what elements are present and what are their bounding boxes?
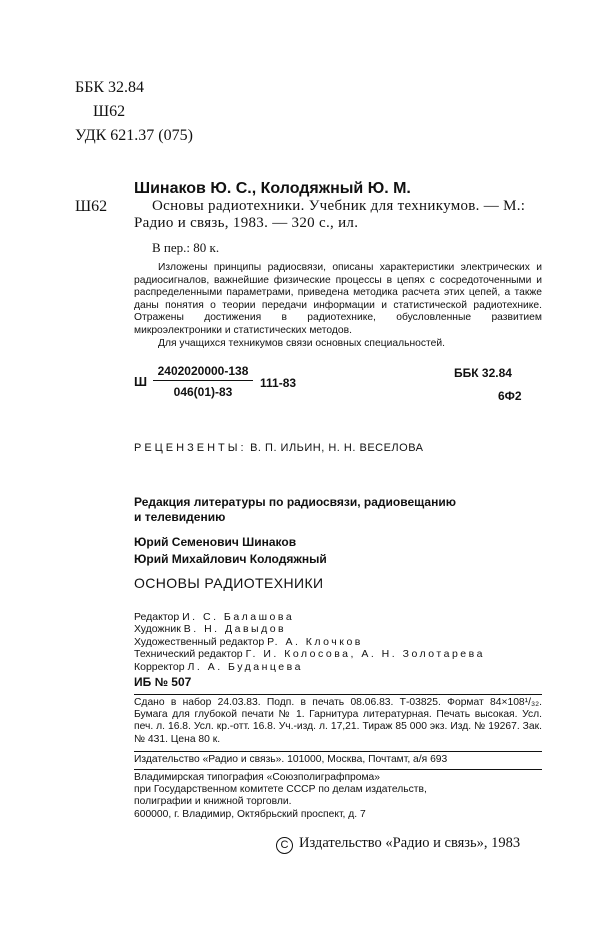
divider-bottom: [134, 769, 542, 770]
author-name-2: Юрий Михайлович Колодяжный: [134, 552, 327, 566]
entry-marker: Ш62: [75, 198, 108, 215]
credit-tech-editor: Технический редактор Г. И. Колосова, А. Н. Золотарева: [134, 648, 485, 661]
reviewers-names: В. П. ИЛЬИН, Н. Н. ВЕСЕЛОВА: [250, 442, 424, 454]
credit-editor: Редактор И. С. Балашова: [134, 611, 295, 623]
class-bbk: ББК 32.84: [454, 366, 512, 380]
class-fraction: [153, 364, 253, 399]
printer-line-3: полиграфии и книжной торговли.: [134, 796, 292, 808]
printer-line-2: при Государственном комитете СССР по делам издательств,: [134, 784, 427, 796]
copyright-text: Издательство «Радио и связь», 1983: [299, 835, 521, 851]
printer-line-4: 600000, г. Владимир, Октябрьский проспект, д. 7: [134, 808, 366, 820]
credits: [134, 611, 485, 673]
divider-top: [134, 694, 542, 695]
editorial-line-2: и телевидению: [134, 510, 226, 524]
library-codes: [75, 76, 193, 148]
reviewers: [134, 442, 424, 454]
editorial-dept: [134, 495, 456, 525]
annotation: [134, 262, 542, 350]
credit-proofreader: Корректор Л. А. Буданцева: [134, 660, 303, 673]
class-denominator: 046(01)-83: [173, 385, 233, 399]
bbk-code: ББК 32.84: [75, 79, 145, 96]
tech-info: Сдано в набор 24.03.83. Подп. в печать 08.06.83. Т-03825. Формат 84×108¹/₃₂. Бумага для глубокой печати № 1. Гарнитура литературная. Печать высокая. Усл. печ. л. 16.8. Усл. кр.-отт. 16.8. Уч.-изд. л. 17,21. Тираж 85 000 экз. Изд. № 19267. Зак. № 431. Цена 80 к.: [134, 697, 542, 745]
class-number: 111-83: [260, 376, 297, 390]
ib-number: ИБ № 507: [134, 675, 192, 689]
authors-full: [134, 534, 327, 568]
copyright-icon: C: [276, 837, 293, 854]
printer-info: [134, 772, 427, 821]
annotation-para-2: Для учащихся техникумов связи основных специальностей.: [158, 337, 445, 349]
reviewers-label: РЕЦЕНЗЕНТЫ:: [134, 442, 247, 454]
class-letter: Ш: [134, 374, 148, 389]
cutter-code: Ш62: [93, 103, 126, 120]
printer-line-1: Владимирская типография «Союзполиграфпрома»: [134, 772, 381, 783]
annotation-para-1: Изложены принципы радиосвязи, описаны характеристики электрических и радиосигналов, важнейшие физические процессы в цепях с сосредоточенными и распределенными параметрами, приведена методика расчета этих цепей, а также даны понятия о теории передачи информации и статистической радиотехнике. Отражены достижения в радиотехнике, обусловленные развитием микроэлектроники и статистических методов.: [134, 262, 542, 336]
author-name-1: Юрий Семенович Шинаков: [134, 535, 297, 549]
publisher-address: Издательство «Радио и связь». 101000, Москва, Почтамт, а/я 693: [134, 754, 448, 765]
entry-authors: Шинаков Ю. С., Колодяжный Ю. М.: [134, 180, 411, 197]
class-numerator: 2402020000-138: [153, 364, 253, 381]
credit-art-editor: Художественный редактор Р. А. Клочков: [134, 635, 363, 648]
divider-middle: [134, 751, 542, 752]
credit-artist: Художник В. Н. Давыдов: [134, 623, 287, 636]
book-title: ОСНОВЫ РАДИОТЕХНИКИ: [134, 575, 324, 591]
entry-price: В пер.: 80 к.: [152, 240, 220, 255]
editorial-line-1: Редакция литературы по радиосвязи, радиовещанию: [134, 495, 456, 509]
copyright: [276, 835, 520, 854]
entry-description: Основы радиотехники. Учебник для техникумов. — М.: Радио и связь, 1983. — 320 с., ил.: [134, 198, 526, 231]
udk-code: УДК 621.37 (075): [75, 127, 193, 144]
class-code: 6Ф2: [498, 389, 522, 403]
